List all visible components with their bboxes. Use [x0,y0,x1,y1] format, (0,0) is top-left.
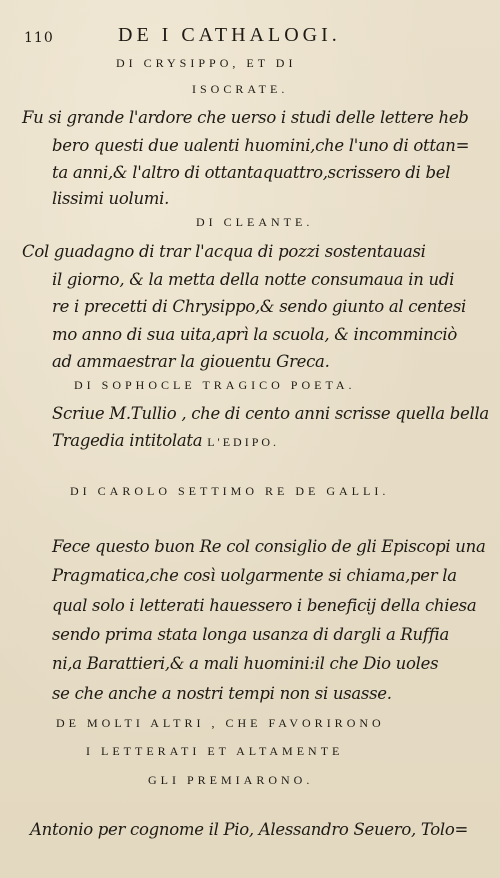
section-heading: DI CAROLO SETTIMO RE DE GALLI. [70,484,390,498]
running-head: DE I CATHALOGI. [118,24,341,46]
work-title: L'EDIPO. [207,435,280,449]
section-heading: GLI PREMIARONO. [148,773,314,787]
section-heading: DE MOLTI ALTRI , CHE FAVORIRONO [56,716,385,730]
section-heading: DI CRYSIPPO, ET DI [116,56,297,70]
text-line: Col guadagno di trar l'acqua di pozzi sostentauasi [22,242,426,261]
text-line [52,431,279,450]
section-heading: ISOCRATE. [192,82,289,96]
section-heading: DI CLEANTE. [196,215,314,229]
text-line: Fece questo buon Re col consiglio de gli Episcopi una [52,537,486,556]
text-line: re i precetti di Chrysippo,& sendo giunto al centesi [52,297,466,316]
text-line: lissimi uolumi. [52,189,170,208]
text-line: Fu si grande l'ardore che uerso i studi delle lettere heb [22,108,469,127]
text-line: sendo prima stata longa usanza di dargli a Ruffia [52,625,450,644]
text-line: ta anni,& l'altro di ottantaquattro,scrissero di bel [52,163,451,182]
text-line: mo anno di sua uita,aprì la scuola, & incomminciò [52,325,457,344]
text-line: Antonio per cognome il Pio, Alessandro Seuero, Tolo= [30,820,469,839]
text-fragment: Tragedia intitolata [52,431,203,450]
text-line: se che anche a nostri tempi non si usasse. [52,684,392,703]
page-number: 110 [24,30,54,46]
section-heading: DI SOPHOCLE TRAGICO POETA. [74,378,356,392]
text-line: Scriue M.Tullio , che di cento anni scrisse quella bella [52,404,489,423]
text-line: qual solo i letterati hauessero i beneficij della chiesa [52,596,477,615]
text-line: Pragmatica,che così uolgarmente si chiama,per la [52,566,457,585]
text-line: ni,a Barattieri,& a mali huomini:il che Dio uoles [52,654,439,673]
section-heading: I LETTERATI ET ALTAMENTE [86,744,344,758]
text-line: ad ammaestrar la giouentu Greca. [52,352,330,371]
text-line: il giorno, & la metta della notte consumaua in udi [52,270,455,289]
text-line: bero questi due ualenti huomini,che l'uno di ottan= [52,136,470,155]
